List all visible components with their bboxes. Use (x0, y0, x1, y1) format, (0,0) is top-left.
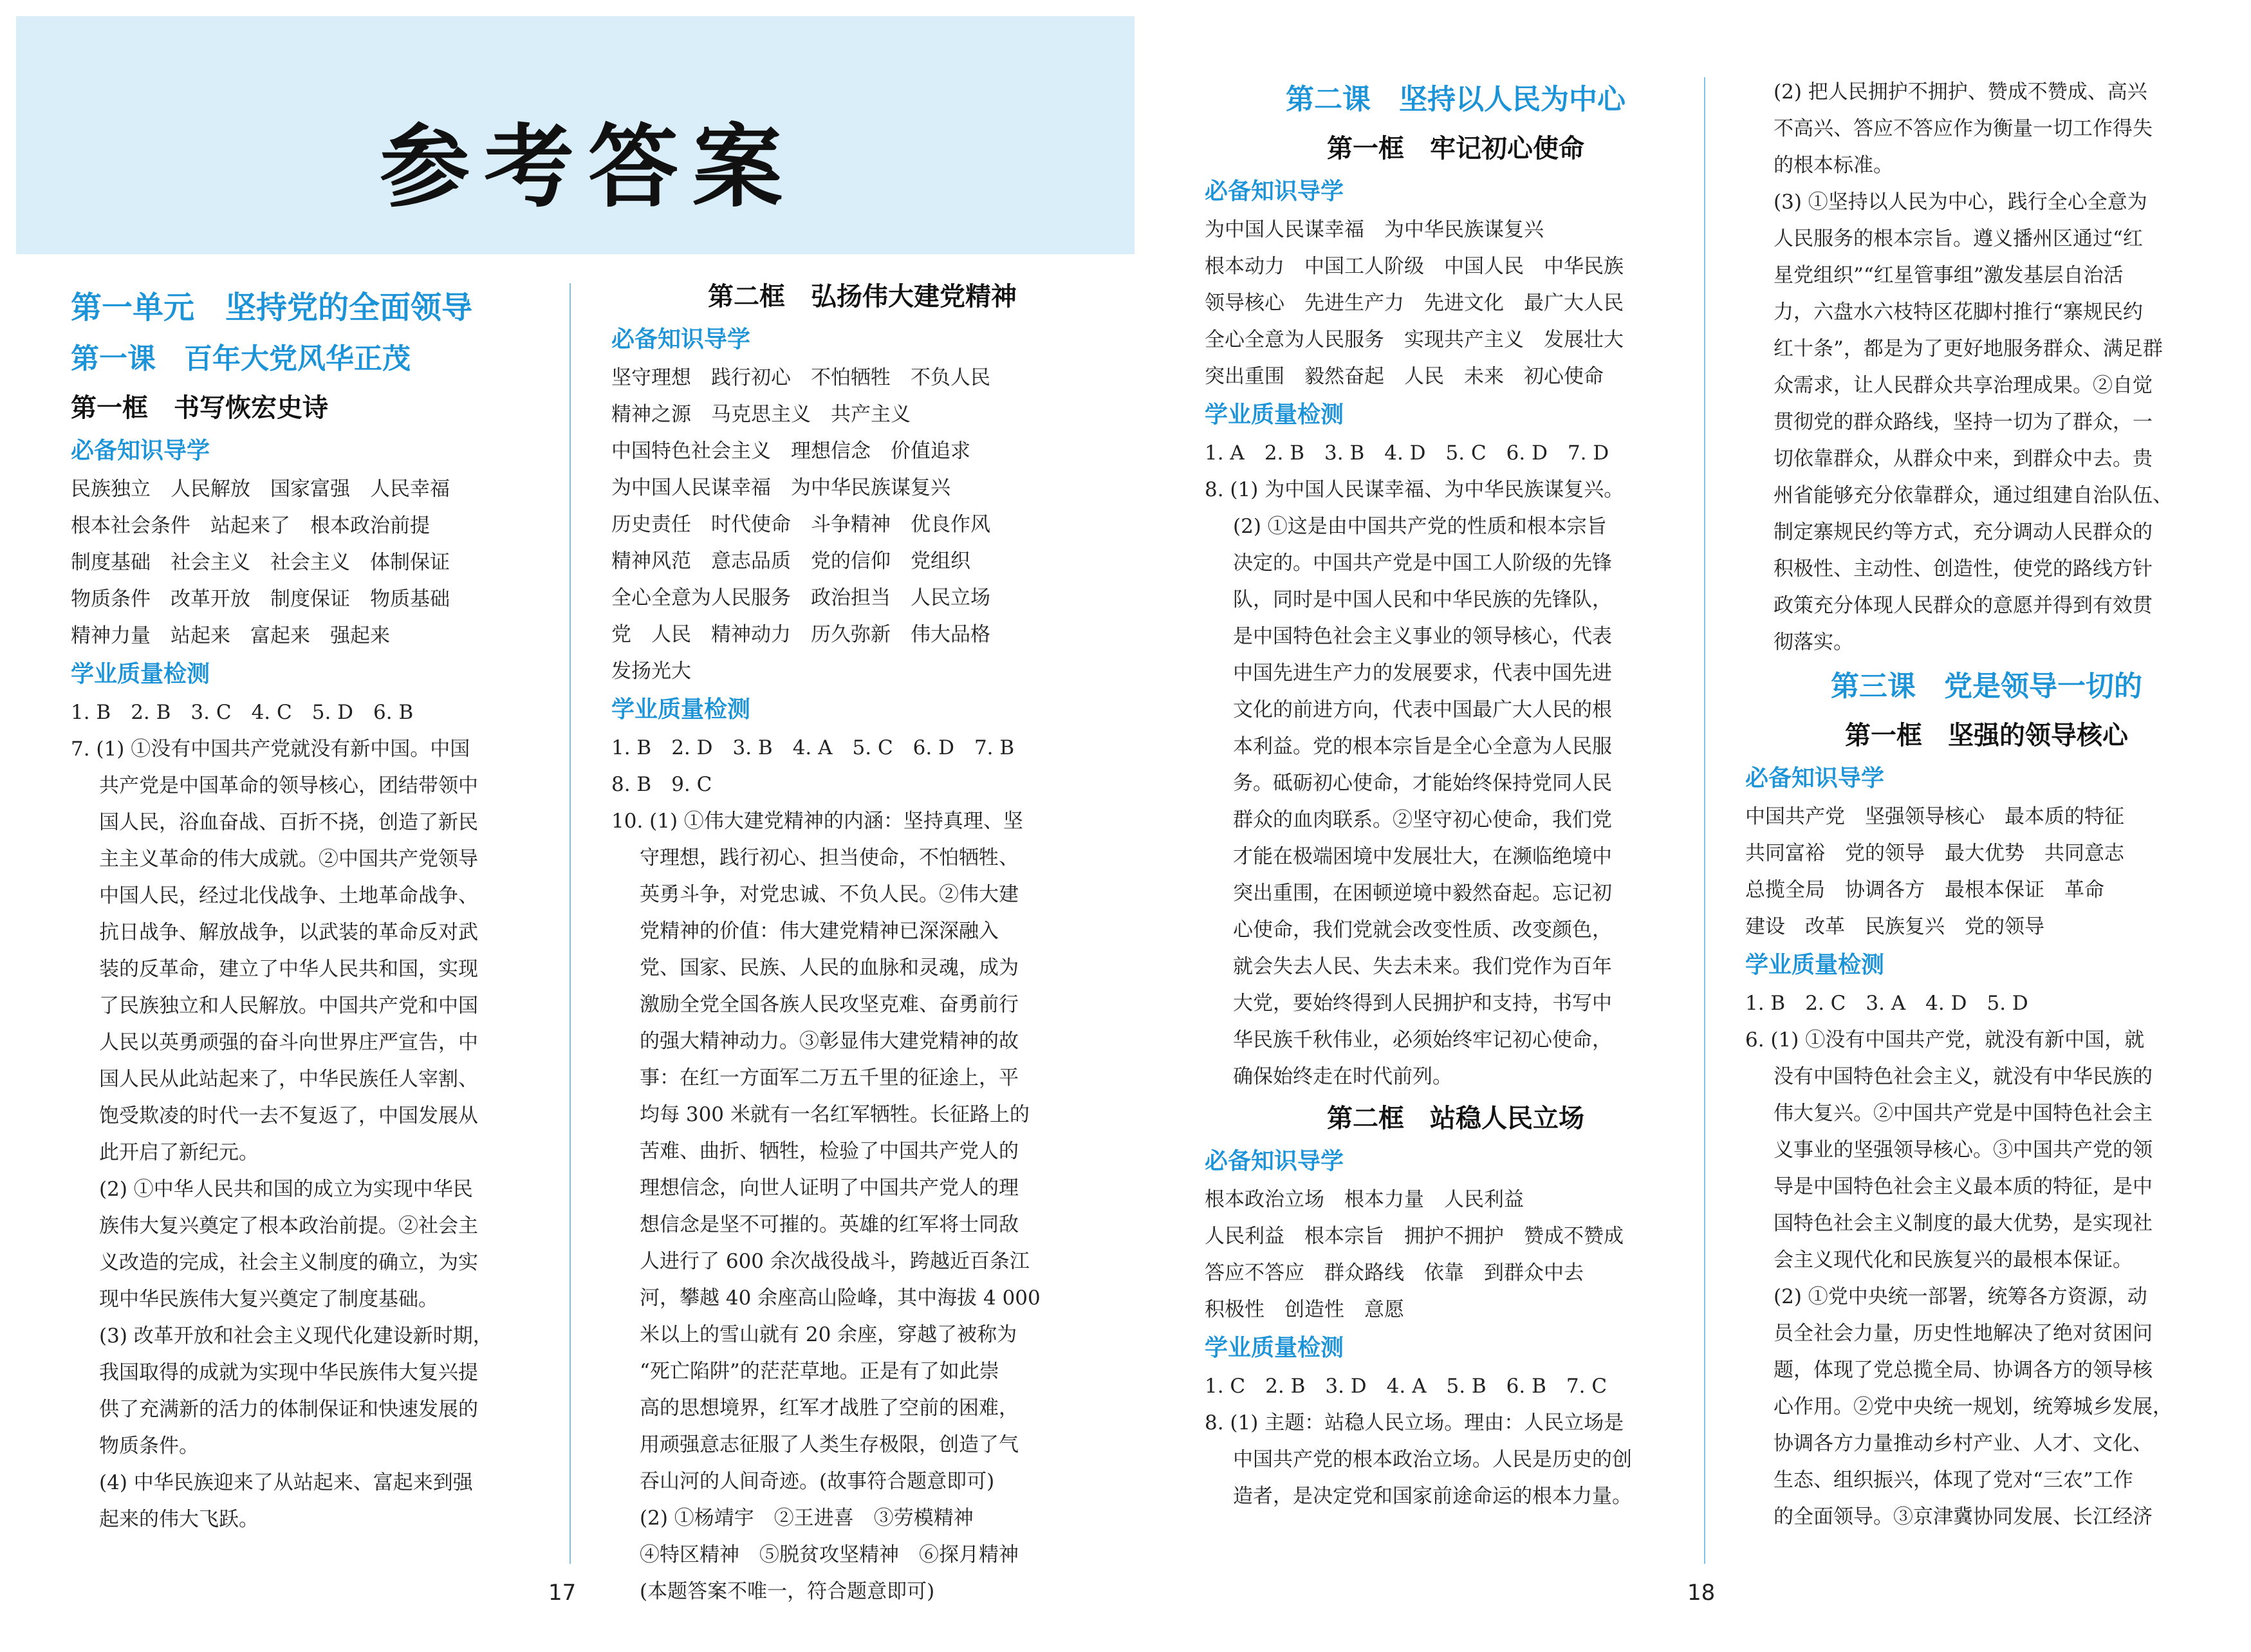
text-line: 导是中国特色社会主义最本质的特征，是中 (1774, 1175, 2153, 1198)
column-4 (1745, 74, 2228, 1536)
page-number-left: 17 (548, 1580, 577, 1606)
text-line: 确保始终走在时代前列。 (1233, 1065, 1452, 1088)
text-line: 国特色社会主义制度的最大优势，是实现社 (1774, 1212, 2153, 1235)
text-line: 答应不答应 群众路线 依靠 到群众中去 (1205, 1261, 1584, 1285)
text-line: 事：在红一方面军二万五千里的征途上，平 (640, 1066, 1019, 1090)
text-line: 华民族千秋伟业，必须始终牢记初心使命， (1233, 1028, 1612, 1052)
text-line: 全心全意为人民服务 实现共产主义 发展壮大 (1205, 328, 1624, 351)
text-line: 物质条件。 (99, 1434, 199, 1458)
text-line: 共产党是中国革命的领导核心，团结带领中 (99, 774, 478, 797)
text-line: 8. (1) 主题：站稳人民立场。理由：人民立场是 (1205, 1411, 1624, 1434)
subsection-label: 必备知识导学 (1205, 178, 1344, 205)
text-line: 制定寨规民约等方式，充分调动人民群众的 (1774, 521, 2153, 544)
text-line: 众需求，让人民群众共享治理成果。②自觉 (1774, 374, 2153, 397)
text-line: 没有中国特色社会主义，就没有中华民族的 (1774, 1065, 2153, 1088)
text-line: 现中华民族伟大复兴奠定了制度基础。 (99, 1288, 438, 1311)
text-line: 全心全意为人民服务 政治担当 人民立场 (611, 586, 990, 609)
text-line: (2) ①中华人民共和国的成立为实现中华民 (99, 1178, 473, 1201)
text-line: 政策充分体现人民群众的意愿并得到有效贯 (1774, 594, 2153, 617)
text-line: 突出重围 毅然奋起 人民 未来 初心使命 (1205, 365, 1604, 388)
text-line: 米以上的雪山就有 20 余座，穿越了被称为 (640, 1323, 1017, 1346)
section-heading: 第一框 牢记初心使命 (1327, 133, 1584, 163)
page-number-right: 18 (1687, 1580, 1716, 1606)
text-line: 精神力量 站起来 富起来 强起来 (71, 624, 390, 647)
text-line: 6. (1) ①没有中国共产党，就没有新中国，就 (1745, 1028, 2145, 1052)
text-line: (2) ①党中央统一部署，统筹各方资源，动 (1774, 1285, 2147, 1308)
text-line: 协调各方力量推动乡村产业、人才、文化、 (1774, 1432, 2153, 1455)
lesson-heading: 第一课 百年大党风华正茂 (71, 342, 411, 375)
text-line: 生态、组织振兴，体现了党对“三农”工作 (1774, 1469, 2133, 1492)
text-line: 人进行了 600 余次战役战斗，跨越近百条江 (640, 1250, 1030, 1273)
text-line: 坚守理想 践行初心 不怕牺牲 不负人民 (611, 366, 990, 389)
text-line: 州省能够充分依靠群众，通过组建自治队伍、 (1774, 484, 2172, 507)
unit-heading: 第一单元 坚持党的全面领导 (71, 290, 473, 326)
text-line: 为中国人民谋幸福 为中华民族谋复兴 (1205, 218, 1544, 241)
text-line: 10. (1) ①伟大建党精神的内涵：坚持真理、坚 (611, 810, 1023, 833)
text-line: 苦难、曲折、牺牲，检验了中国共产党人的 (640, 1140, 1019, 1163)
text-line: 7. (1) ①没有中国共产党就没有新中国。中国 (71, 738, 470, 761)
text-line: 8. (1) 为中国人民谋幸福、为中华民族谋复兴。 (1205, 478, 1624, 501)
text-line: 我国取得的成就为实现中华民族伟大复兴提 (99, 1361, 478, 1384)
text-line: 建设 改革 民族复兴 党的领导 (1745, 915, 2044, 938)
text-line: 河，攀越 40 余座高山险峰，其中海拔 4 000 (640, 1286, 1041, 1310)
text-line: 积极性 创造性 意愿 (1205, 1298, 1404, 1321)
text-line: 是中国特色社会主义事业的领导核心，代表 (1233, 625, 1612, 648)
text-line: 1. B 2. C 3. A 4. D 5. D (1745, 992, 2028, 1015)
text-line: 的全面领导。③京津冀协同发展、长江经济 (1774, 1505, 2153, 1528)
text-line: 人民以英勇顽强的奋斗向世界庄严宣告，中 (99, 1031, 478, 1054)
text-line: 高的思想境界，红军才战胜了空前的困难， (640, 1397, 1019, 1420)
text-line: 此开启了新纪元。 (99, 1141, 259, 1164)
text-line: 的根本标准。 (1774, 154, 1893, 177)
section-heading: 第一框 书写恢宏史诗 (71, 393, 328, 423)
column-divider (1704, 77, 1705, 1564)
text-line: 中国共产党的根本政治立场。人民是历史的创 (1233, 1448, 1632, 1471)
text-line: 人民利益 根本宗旨 拥护不拥护 赞成不赞成 (1205, 1225, 1624, 1248)
text-line: 人民服务的根本宗旨。遵义播州区通过“红 (1774, 227, 2143, 250)
text-line: 党精神的价值：伟大建党精神已深深融入 (640, 920, 999, 943)
subsection-label: 必备知识导学 (1745, 765, 1885, 792)
text-line: 精神之源 马克思主义 共产主义 (611, 403, 911, 426)
text-line: 1. B 2. D 3. B 4. A 5. C 6. D 7. B (611, 736, 1015, 759)
text-line: (3) ①坚持以人民为中心，践行全心全意为 (1774, 190, 2147, 214)
text-line: ④特区精神 ⑤脱贫攻坚精神 ⑥探月精神 (640, 1543, 1019, 1566)
text-line: 中国共产党 坚强领导核心 最本质的特征 (1745, 805, 2124, 828)
text-line: 了民族独立和人民解放。中国共产党和中国 (99, 994, 478, 1017)
text-line: 根本政治立场 根本力量 人民利益 (1205, 1188, 1524, 1211)
text-line: 文化的前进方向，代表中国最广大人民的根 (1233, 698, 1612, 721)
text-line: 国人民从此站起来了，中华民族任人宰割、 (99, 1068, 478, 1091)
text-line: 的强大精神动力。③彰显伟大建党精神的故 (640, 1030, 1019, 1053)
text-line: 主主义革命的伟大成就。②中国共产党领导 (99, 848, 478, 871)
text-line: 中国特色社会主义 理想信念 价值追求 (611, 440, 970, 463)
text-line: (4) 中华民族迎来了从站起来、富起来到强 (99, 1471, 473, 1494)
subsection-label: 学业质量检测 (71, 661, 210, 687)
text-line: 大党，要始终得到人民拥护和支持，书写中 (1233, 992, 1612, 1015)
column-3 (1205, 74, 1707, 1515)
text-line: 起来的伟大飞跃。 (99, 1508, 259, 1531)
column-1 (71, 282, 573, 1538)
text-line: 义事业的坚强领导核心。③中国共产党的领 (1774, 1138, 2153, 1162)
text-line: (3) 改革开放和社会主义现代化建设新时期， (99, 1324, 493, 1348)
subsection-label: 学业质量检测 (1205, 402, 1344, 428)
text-line: 领导核心 先进生产力 先进文化 最广大人民 (1205, 292, 1624, 315)
text-line: 8. B 9. C (611, 773, 712, 796)
text-line: 决定的。中国共产党是中国工人阶级的先锋 (1233, 552, 1612, 575)
text-line: 伟大复兴。②中国共产党是中国特色社会主 (1774, 1102, 2153, 1125)
text-line: 就会失去人民、失去未来。我们党作为百年 (1233, 955, 1612, 978)
text-line: 才能在极端困境中发展壮大，在濒临绝境中 (1233, 845, 1612, 868)
text-line: 守理想，践行初心、担当使命，不怕牺牲、 (640, 846, 1019, 869)
column-2 (611, 274, 1113, 1610)
text-line: 突出重围，在困顿逆境中毅然奋起。忘记初 (1233, 882, 1612, 905)
text-line: 贯彻党的群众路线，坚持一切为了群众，一 (1774, 411, 2153, 434)
text-line: 队，同时是中国人民和中华民族的先锋队， (1233, 588, 1612, 611)
text-line: “死亡陷阱”的茫茫草地。正是有了如此崇 (640, 1360, 999, 1383)
text-line: 物质条件 改革开放 制度保证 物质基础 (71, 588, 450, 611)
subsection-label: 必备知识导学 (71, 438, 210, 464)
text-line: 总揽全局 协调各方 最根本保证 革命 (1745, 878, 2104, 902)
text-line: 装的反革命，建立了中华人民共和国，实现 (99, 958, 478, 981)
text-line: 历史责任 时代使命 斗争精神 优良作风 (611, 513, 990, 536)
text-line: 星党组织”“红星管事组”激发基层自治活 (1774, 264, 2124, 287)
subsection-label: 学业质量检测 (1205, 1335, 1344, 1361)
text-line: 切依靠群众，从群众中来，到群众中去。贵 (1774, 447, 2153, 470)
text-line: 族伟大复兴奠定了根本政治前提。②社会主 (99, 1214, 478, 1238)
text-line: 吞山河的人间奇迹。(故事符合题意即可) (640, 1470, 995, 1493)
text-line: 民族独立 人民解放 国家富强 人民幸福 (71, 478, 450, 501)
text-line: 用顽强意志征服了人类生存极限，创造了气 (640, 1433, 1019, 1456)
text-line: 激励全党全国各族人民攻坚克难、奋勇前行 (640, 993, 1019, 1016)
text-line: 国人民，浴血奋战、百折不挠，创造了新民 (99, 811, 478, 834)
text-line: 红十条”，都是为了更好地服务群众、满足群 (1774, 337, 2163, 360)
text-line: 理想信念，向世人证明了中国共产党人的理 (640, 1176, 1019, 1200)
text-line: 根本动力 中国工人阶级 中国人民 中华民族 (1205, 255, 1624, 278)
text-line: 题，体现了党总揽全局、协调各方的领导核 (1774, 1359, 2153, 1382)
subsection-label: 学业质量检测 (1745, 952, 1885, 978)
text-line: 员全社会力量，历史性地解决了绝对贫困问 (1774, 1322, 2153, 1345)
text-line: 1. C 2. B 3. D 4. A 5. B 6. B 7. C (1205, 1375, 1607, 1398)
page-title: 参考答案 (380, 115, 797, 220)
text-line: 会主义现代化和民族复兴的最根本保证。 (1774, 1248, 2133, 1272)
lesson-heading: 第三课 党是领导一切的 (1831, 670, 2142, 703)
text-line: (2) 把人民拥护不拥护、赞成不赞成、高兴 (1774, 80, 2147, 104)
text-line: 造者，是决定党和国家前途命运的根本力量。 (1233, 1485, 1632, 1508)
section-heading: 第二框 弘扬伟大建党精神 (708, 281, 1017, 311)
text-line: 积极性、主动性、创造性，使党的路线方针 (1774, 557, 2153, 580)
text-line: 党 人民 精神动力 历久弥新 伟大品格 (611, 623, 990, 646)
text-line: 1. B 2. B 3. C 4. C 5. D 6. B (71, 701, 414, 724)
text-line: 彻落实。 (1774, 631, 1853, 654)
text-line: 本利益。党的根本宗旨是全心全意为人民服 (1233, 735, 1612, 758)
text-line: 不高兴、答应不答应作为衡量一切工作得失 (1774, 117, 2153, 140)
text-line: 群众的血肉联系。②坚守初心使命，我们党 (1233, 808, 1612, 831)
text-line: 根本社会条件 站起来了 根本政治前提 (71, 514, 430, 537)
text-line: 抗日战争、解放战争，以武装的革命反对武 (99, 921, 478, 944)
text-line: 1. A 2. B 3. B 4. D 5. C 6. D 7. D (1205, 441, 1609, 465)
text-line: (本题答案不唯一，符合题意即可) (640, 1580, 935, 1603)
text-line: 力，六盘水六枝特区花脚村推行“寨规民约 (1774, 301, 2143, 324)
section-heading: 第一框 坚强的领导核心 (1845, 720, 2128, 750)
text-line: 心使命，我们党就会改变性质、改变颜色， (1233, 918, 1612, 942)
text-line: 饱受欺凌的时代一去不复返了，中国发展从 (99, 1104, 478, 1128)
text-line: 供了充满新的活力的体制保证和快速发展的 (99, 1398, 478, 1421)
subsection-label: 必备知识导学 (611, 326, 751, 353)
text-line: 义改造的完成，社会主义制度的确立，为实 (99, 1251, 478, 1274)
text-line: 务。砥砺初心使命，才能始终保持党同人民 (1233, 772, 1612, 795)
text-line: 中国先进生产力的发展要求，代表中国先进 (1233, 662, 1612, 685)
text-line: 制度基础 社会主义 社会主义 体制保证 (71, 551, 450, 574)
text-line: 均每 300 米就有一名红军牺牲。长征路上的 (640, 1103, 1030, 1126)
text-line: (2) ①这是由中国共产党的性质和根本宗旨 (1233, 515, 1607, 538)
text-line: 英勇斗争，对党忠诚、不负人民。②伟大建 (640, 883, 1019, 906)
lesson-heading: 第二课 坚持以人民为中心 (1286, 83, 1626, 116)
text-line: 精神风范 意志品质 党的信仰 党组织 (611, 550, 970, 573)
subsection-label: 学业质量检测 (611, 696, 751, 723)
text-line: 发扬光大 (611, 660, 691, 683)
column-divider (570, 283, 571, 1564)
text-line: 想信念是坚不可摧的。英雄的红军将士同敌 (640, 1213, 1019, 1236)
text-line: 心作用。②党中央统一规划，统筹城乡发展， (1774, 1395, 2172, 1418)
text-line: (2) ①杨靖宇 ②王进喜 ③劳模精神 (640, 1507, 974, 1530)
section-heading: 第二框 站稳人民立场 (1327, 1103, 1584, 1133)
text-line: 为中国人民谋幸福 为中华民族谋复兴 (611, 476, 950, 499)
subsection-label: 必备知识导学 (1205, 1148, 1344, 1174)
text-line: 共同富裕 党的领导 最大优势 共同意志 (1745, 842, 2124, 865)
text-line: 中国人民，经过北伐战争、土地革命战争、 (99, 884, 478, 907)
text-line: 党、国家、民族、人民的血脉和灵魂，成为 (640, 956, 1019, 979)
